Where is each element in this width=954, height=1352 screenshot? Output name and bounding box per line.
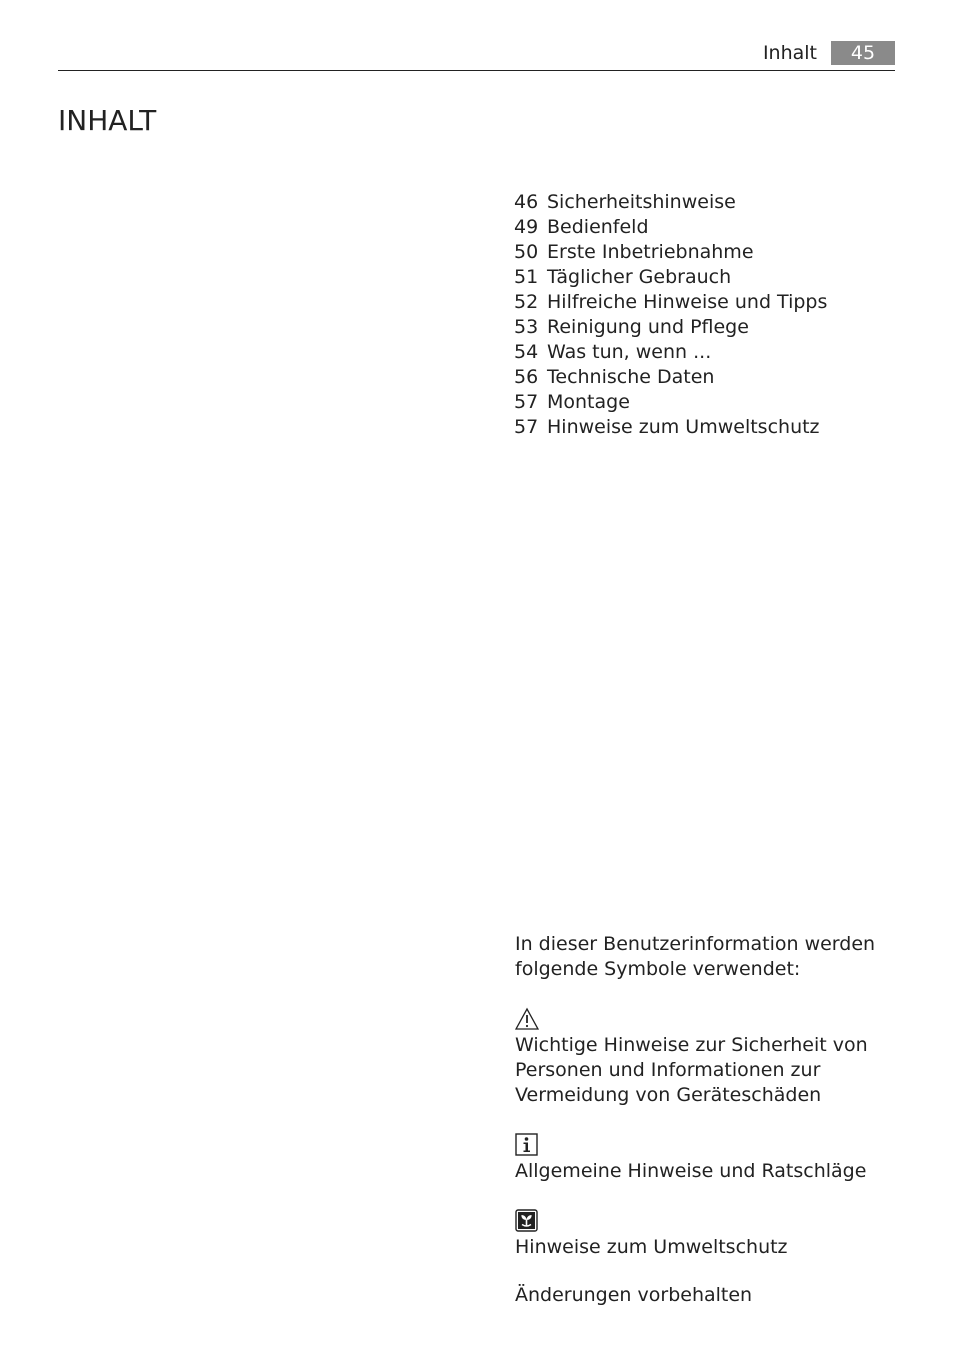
symbols-intro — [515, 932, 915, 982]
toc-label: Hilfreiche Hinweise und Tipps — [547, 291, 828, 313]
symbol-info-block — [515, 1133, 915, 1184]
symbol-environment-block — [515, 1209, 915, 1260]
toc-page-number: 56 — [514, 366, 539, 388]
toc-label: Reinigung und Pflege — [547, 316, 749, 338]
toc-item[interactable] — [514, 415, 827, 440]
info-text-line: Allgemeine Hinweise und Ratschläge — [515, 1160, 867, 1182]
toc-item[interactable] — [514, 340, 827, 365]
toc-item[interactable] — [514, 365, 827, 390]
toc-item[interactable] — [514, 240, 827, 265]
toc-item[interactable] — [514, 190, 827, 215]
footer-note: Änderungen vorbehalten — [515, 1284, 753, 1306]
toc-label: Sicherheitshinweise — [547, 191, 736, 213]
toc-page-number: 53 — [514, 316, 539, 338]
toc-page-number: 57 — [514, 416, 539, 438]
toc-page-number: 46 — [514, 191, 539, 213]
toc-label: Bedienfeld — [547, 216, 649, 238]
toc-label: Erste Inbetriebnahme — [547, 241, 754, 263]
toc-label: Montage — [547, 391, 630, 413]
toc-label: Technische Daten — [547, 366, 715, 388]
toc-label: Täglicher Gebrauch — [547, 266, 732, 288]
toc-item[interactable] — [514, 315, 827, 340]
toc-page-number: 51 — [514, 266, 539, 288]
header-divider — [58, 70, 895, 71]
toc-page-number: 49 — [514, 216, 539, 238]
header-section-label: Inhalt — [762, 42, 817, 64]
symbol-warning-block — [515, 1007, 915, 1108]
toc-item[interactable] — [514, 215, 827, 240]
toc-page-number: 54 — [514, 341, 539, 363]
table-of-contents — [514, 190, 827, 440]
warning-text-line: Vermeidung von Geräteschäden — [515, 1084, 822, 1106]
toc-page-number: 50 — [514, 241, 539, 263]
symbols-intro-line: folgende Symbole verwendet: — [515, 958, 801, 980]
toc-page-number: 57 — [514, 391, 539, 413]
warning-triangle-icon — [515, 1007, 539, 1031]
header-page-number: 45 — [831, 41, 895, 65]
warning-text-line: Wichtige Hinweise zur Sicherheit von — [515, 1034, 868, 1056]
toc-item[interactable] — [514, 390, 827, 415]
info-icon — [515, 1133, 539, 1157]
warning-text-line: Personen und Informationen zur — [515, 1059, 821, 1081]
environment-text-line: Hinweise zum Umweltschutz — [515, 1236, 788, 1258]
toc-label: Was tun, wenn ... — [547, 341, 712, 363]
toc-label: Hinweise zum Umweltschutz — [547, 416, 820, 438]
toc-item[interactable] — [514, 265, 827, 290]
toc-item[interactable] — [514, 290, 827, 315]
toc-page-number: 52 — [514, 291, 539, 313]
page-title: INHALT — [58, 104, 157, 137]
environment-icon — [515, 1209, 539, 1233]
symbols-intro-line: In dieser Benutzerinformation werden — [515, 933, 876, 955]
